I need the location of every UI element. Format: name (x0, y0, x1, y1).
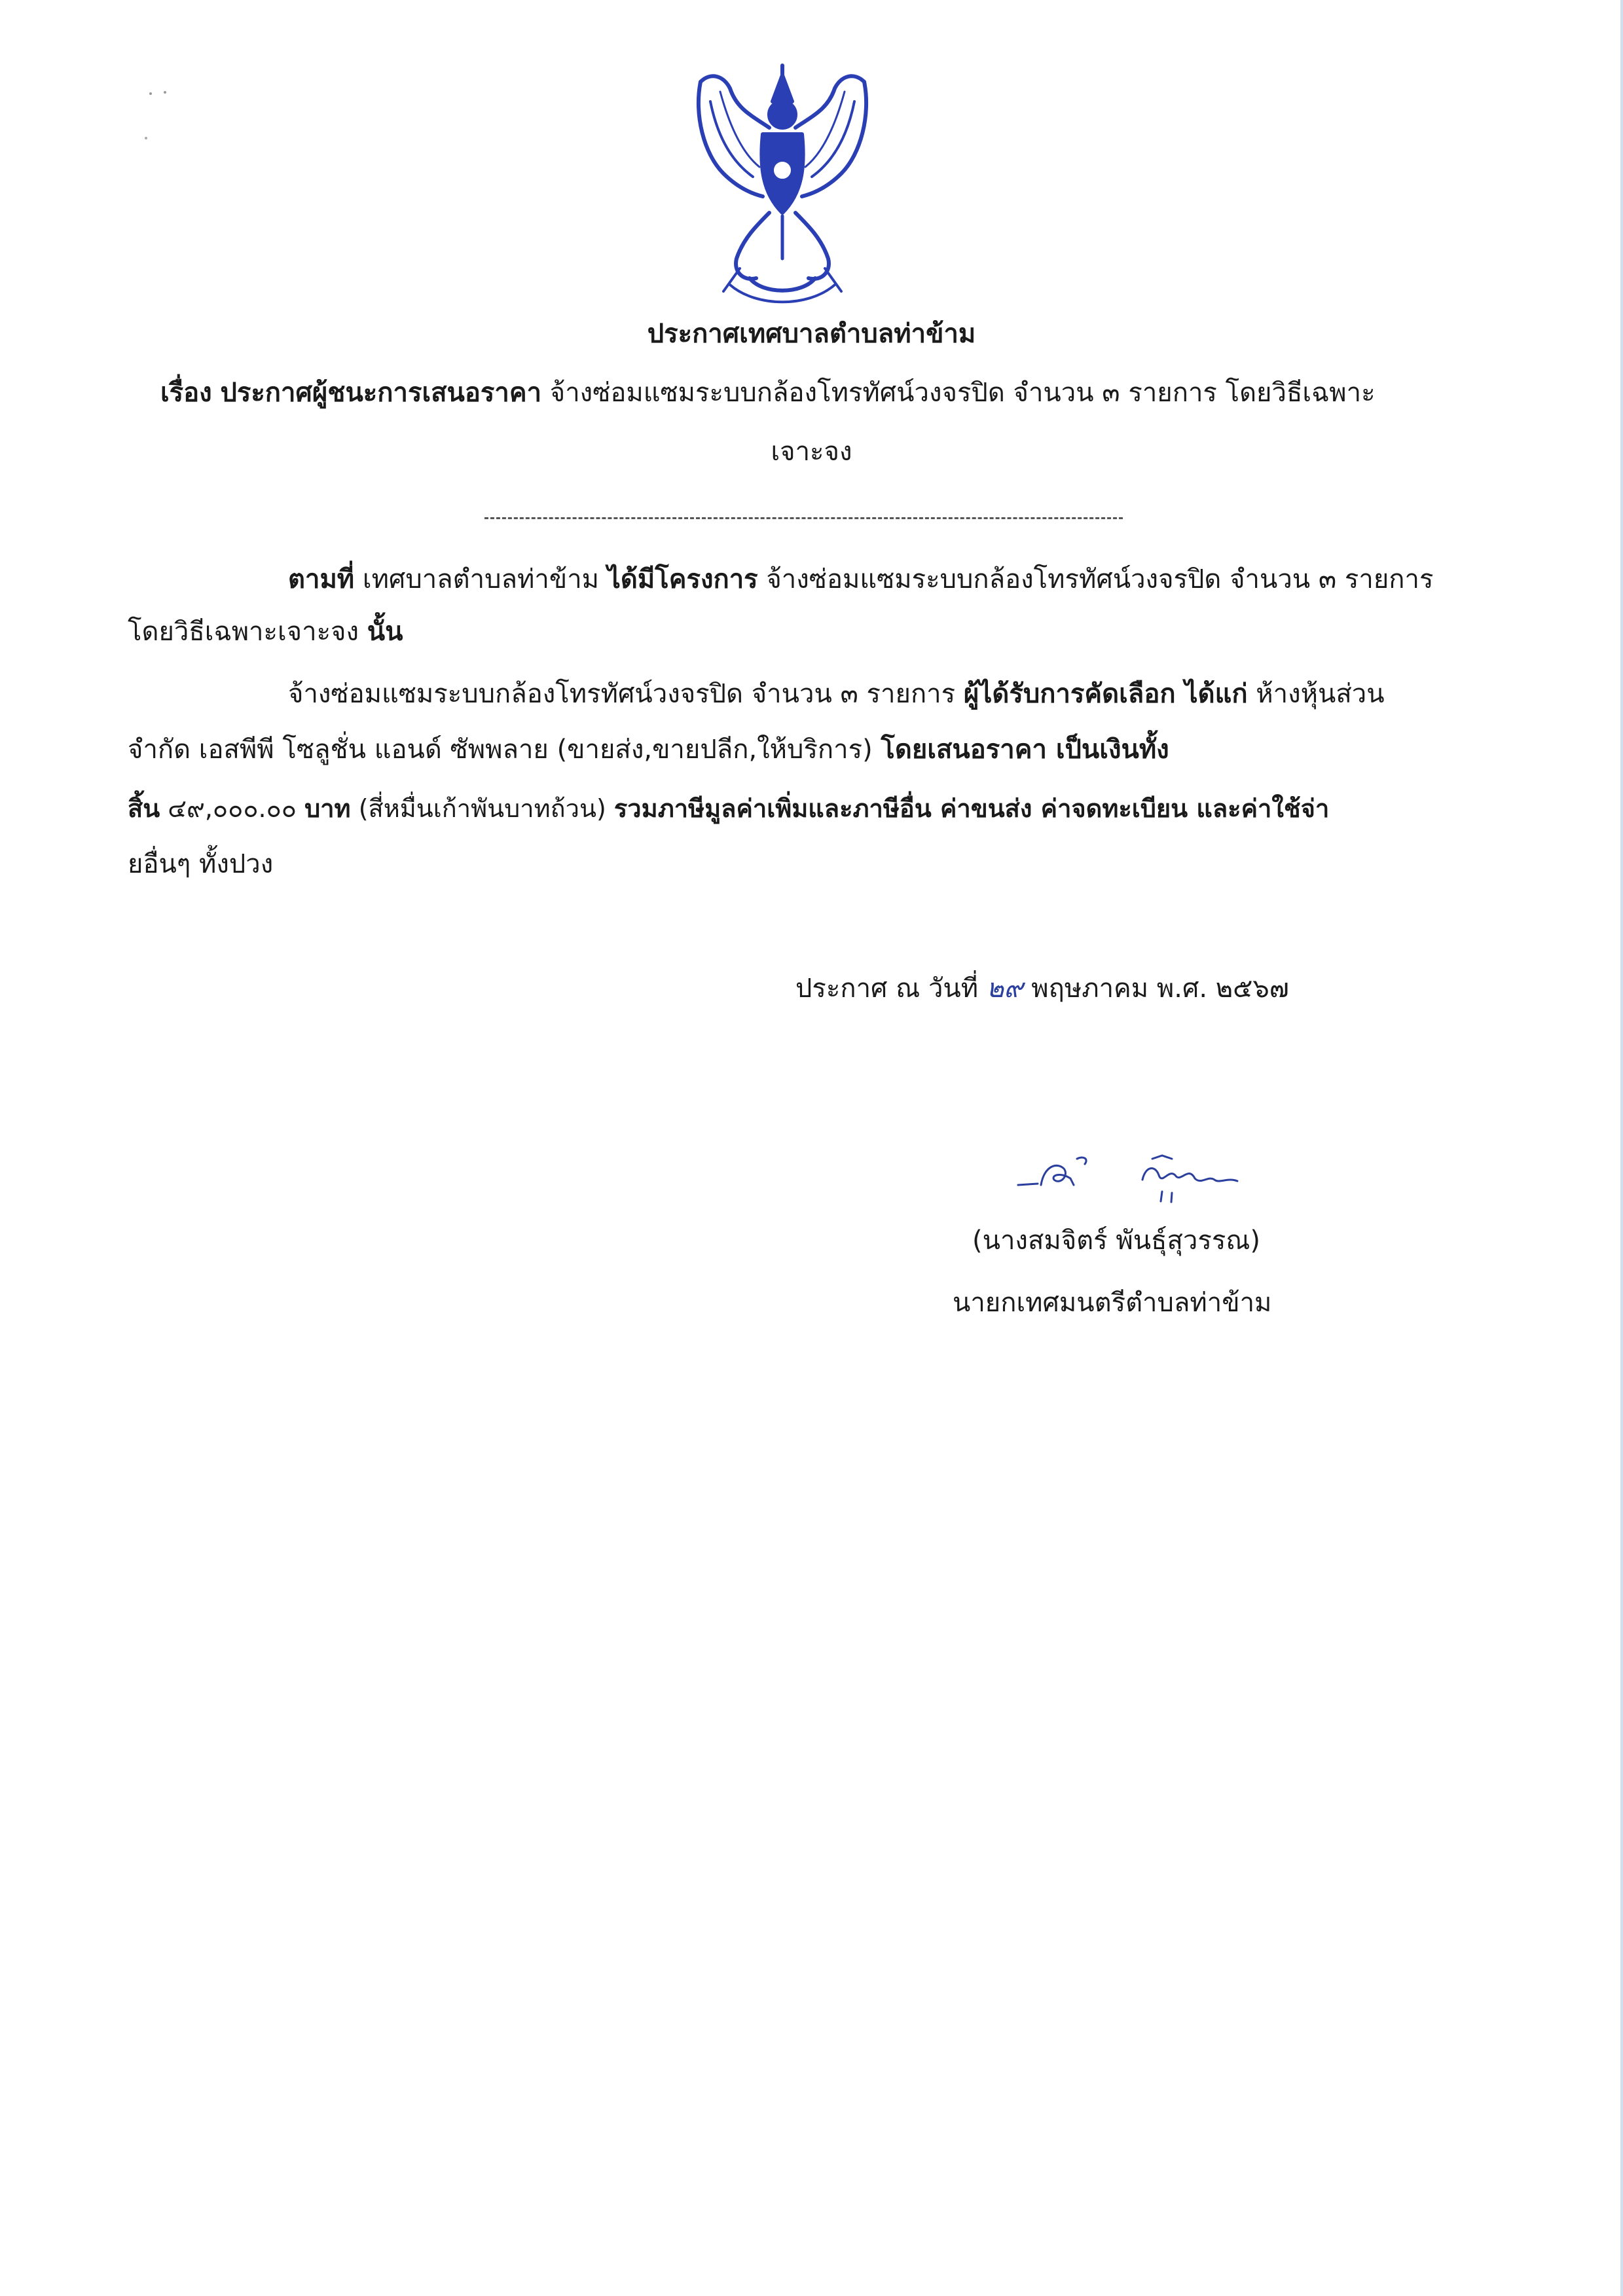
subject-bold: ประกาศผู้ชนะการเสนอราคา (220, 378, 542, 408)
p2-line3-rest: รวมภาษีมูลค่าเพิ่มและภาษีอื่น ค่าขนส่ง ค่าจดทะเบียน และค่าใช้จ่า (613, 794, 1330, 823)
p1-end: นั้น (367, 617, 403, 647)
p2-vendor: ห้างหุ้นส่วน (1256, 679, 1385, 709)
paragraph-2-line-3 (128, 789, 1329, 828)
p1-rest: จ้างซ่อมแซมระบบกล้องโทรทัศน์วงจรปิด จำนวน ๓ รายการ (766, 564, 1434, 594)
p2-bold1: ผู้ได้รับการคัดเลือก ได้แก่ (963, 679, 1248, 709)
paragraph-2-line-2 (128, 730, 1169, 769)
announcement-subject-line-2: เจาะจง (771, 437, 852, 467)
signer-name: (นางสมจิตร์ พันธุ์สุวรรณ) (972, 1226, 1261, 1256)
p2-currency: บาท (304, 794, 351, 823)
p1-line2: โดยวิธีเฉพาะเจาะจง (128, 617, 359, 647)
separator-line (484, 517, 1123, 519)
p2-line3-bold: สิ้น (128, 794, 160, 823)
paragraph-1-line-2 (128, 612, 403, 651)
announce-day: ๒๙ (986, 974, 1023, 1004)
handwritten-signature (1012, 1139, 1260, 1211)
p2-vendor-name: จำกัด เอสพีพี โซลูชั่น แอนด์ ซัพพลาย (ขายส่ง,ขายปลีก,ให้บริการ) (128, 735, 873, 765)
announcement-date (795, 969, 1289, 1008)
paragraph-2-line-4: ยอื่นๆ ทั้งปวง (128, 849, 274, 879)
p2-amount-words: (สี่หมื่นเก้าพันบาทถ้วน) (358, 794, 606, 823)
paragraph-2-line-1 (288, 674, 1385, 714)
p1-bold: ได้มีโครงการ (607, 564, 758, 594)
announce-month-year: พฤษภาคม พ.ศ. ๒๕๖๗ (1031, 974, 1289, 1004)
subject-label: เรื่อง (160, 378, 212, 408)
announce-prefix: ประกาศ ณ วันที่ (795, 974, 979, 1004)
p2-amount: ๔๙,๐๐๐.๐๐ (168, 794, 297, 823)
p2-text: จ้างซ่อมแซมระบบกล้องโทรทัศน์วงจรปิด จำนวน ๓ รายการ (288, 679, 956, 709)
paragraph-1-line-1 (288, 560, 1433, 599)
garuda-emblem-icon (684, 62, 881, 311)
p2-line2-bold: โดยเสนอราคา เป็นเงินทั้ง (881, 735, 1169, 765)
p1-agency: เทศบาลตำบลท่าข้าม (362, 564, 600, 594)
announcement-agency: ประกาศเทศบาลตำบลท่าข้าม (647, 319, 976, 349)
subject-rest: จ้างซ่อมแซมระบบกล้องโทรทัศน์วงจรปิด จำนวน ๓ รายการ โดยวิธีเฉพาะ (549, 378, 1376, 408)
scan-specks (144, 82, 183, 154)
signer-title: นายกเทศมนตรีตำบลท่าข้าม (953, 1288, 1272, 1318)
announcement-subject-line-1 (160, 373, 1376, 412)
p1-lead: ตามที่ (288, 564, 355, 594)
